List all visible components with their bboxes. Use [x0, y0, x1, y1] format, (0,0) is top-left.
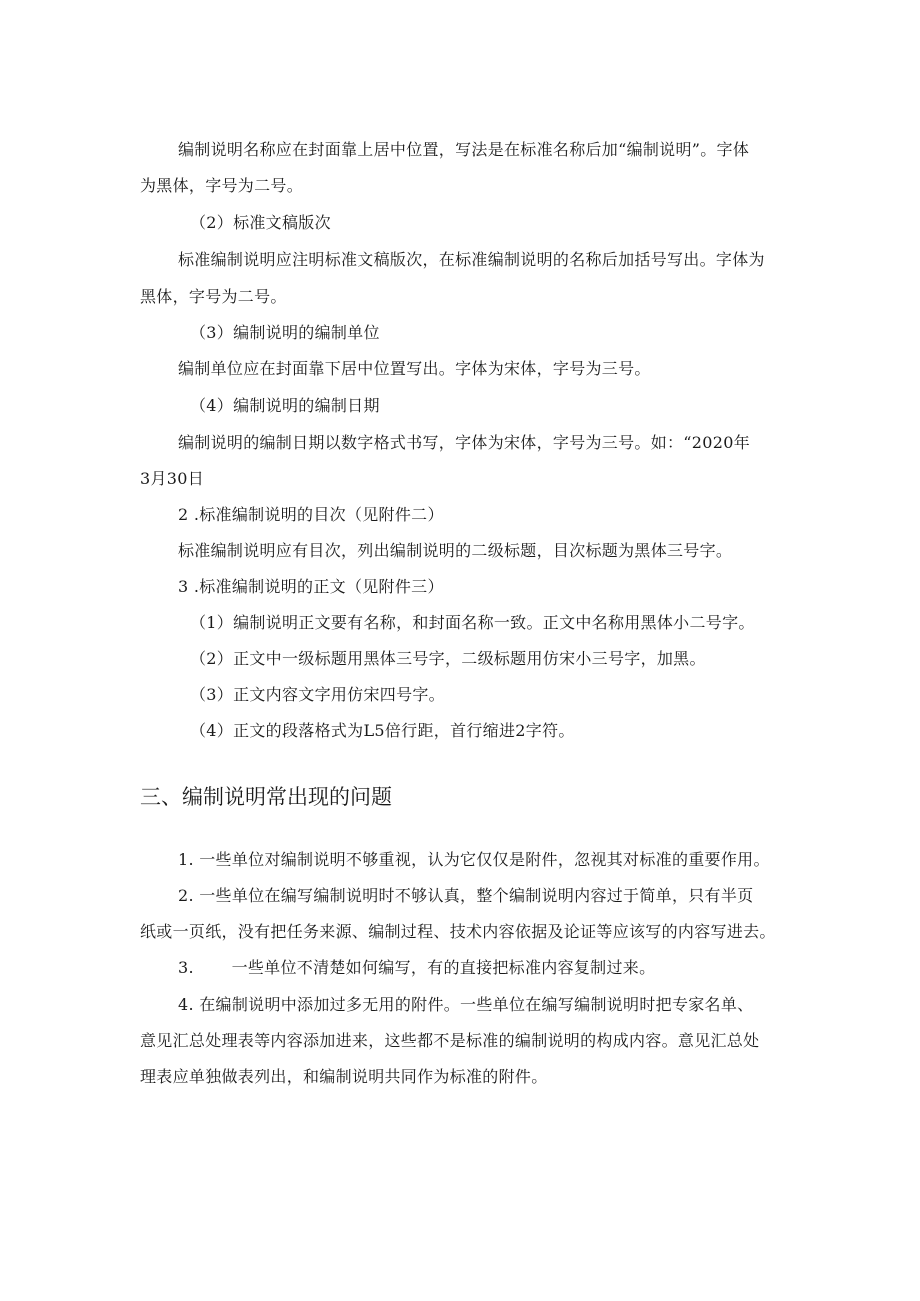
problem-4-line2: 意见汇总处理表等内容添加进来，这些都不是标准的编制说明的构成内容。意见汇总处 — [140, 1031, 760, 1050]
paragraph-cover-name-line2: 为黑体，字号为二号。 — [140, 176, 304, 195]
body-item-4: （4）正文的段落格式为L5倍行距，首行缩进2字符。 — [190, 721, 575, 740]
problem-3: 3. 一些单位不清楚如何编写，有的直接把标准内容复制过来。 — [178, 958, 656, 977]
paragraph-version-line1: 标准编制说明应注明标准文稿版次，在标准编制说明的名称后加括号写出。字体为 — [178, 250, 765, 269]
problem-4-line1: 4. 在编制说明中添加过多无用的附件。一些单位在编写编制说明时把专家名单、 — [178, 995, 754, 1014]
problem-2-line2: 纸或一页纸，没有把任务来源、编制过程、技术内容依据及论证等应该写的内容写进去。 — [140, 922, 776, 941]
body-item-2: （2）正文中一级标题用黑体三号字，二级标题用仿宋小三号字，加黑。 — [190, 649, 706, 668]
item-2-heading: （2）标准文稿版次 — [190, 213, 331, 232]
paragraph-version-line2: 黑体，字号为二号。 — [140, 287, 287, 306]
paragraph-unit: 编制单位应在封面靠下居中位置写出。字体为宋体，字号为三号。 — [178, 359, 651, 378]
item-3-heading: （3）编制说明的编制单位 — [190, 323, 380, 342]
body-item-3: （3）正文内容文字用仿宋四号字。 — [190, 685, 445, 704]
paragraph-date-line1: 编制说明的编制日期以数字格式书写，字体为宋体，字号为三号。如：“2020年 — [178, 433, 750, 452]
item-4-heading: （4）编制说明的编制日期 — [190, 396, 380, 415]
section-3-heading: 三、编制说明常出现的问题 — [140, 785, 392, 809]
section-body-heading: 3 .标准编制说明的正文（见附件三） — [178, 577, 444, 596]
problem-2-line1: 2. 一些单位在编写编制说明时不够认真，整个编制说明内容过于简单，只有半页 — [178, 886, 754, 905]
paragraph-date-line2: 3月30日 — [140, 469, 205, 488]
body-item-1: （1）编制说明正文要有名称，和封面名称一致。正文中名称用黑体小二号字。 — [190, 613, 755, 632]
paragraph-cover-name-line1: 编制说明名称应在封面靠上居中位置，写法是在标准名称后加“编制说明”。字体 — [178, 140, 750, 159]
problem-1: 1. 一些单位对编制说明不够重视，认为它仅仅是附件，忽视其对标准的重要作用。 — [178, 850, 770, 869]
section-toc-heading: 2 .标准编制说明的目次（见附件二） — [178, 505, 444, 524]
paragraph-toc: 标准编制说明应有目次，列出编制说明的二级标题，目次标题为黑体三号字。 — [178, 541, 733, 560]
problem-4-line3: 理表应单独做表列出，和编制说明共同作为标准的附件。 — [140, 1067, 548, 1086]
